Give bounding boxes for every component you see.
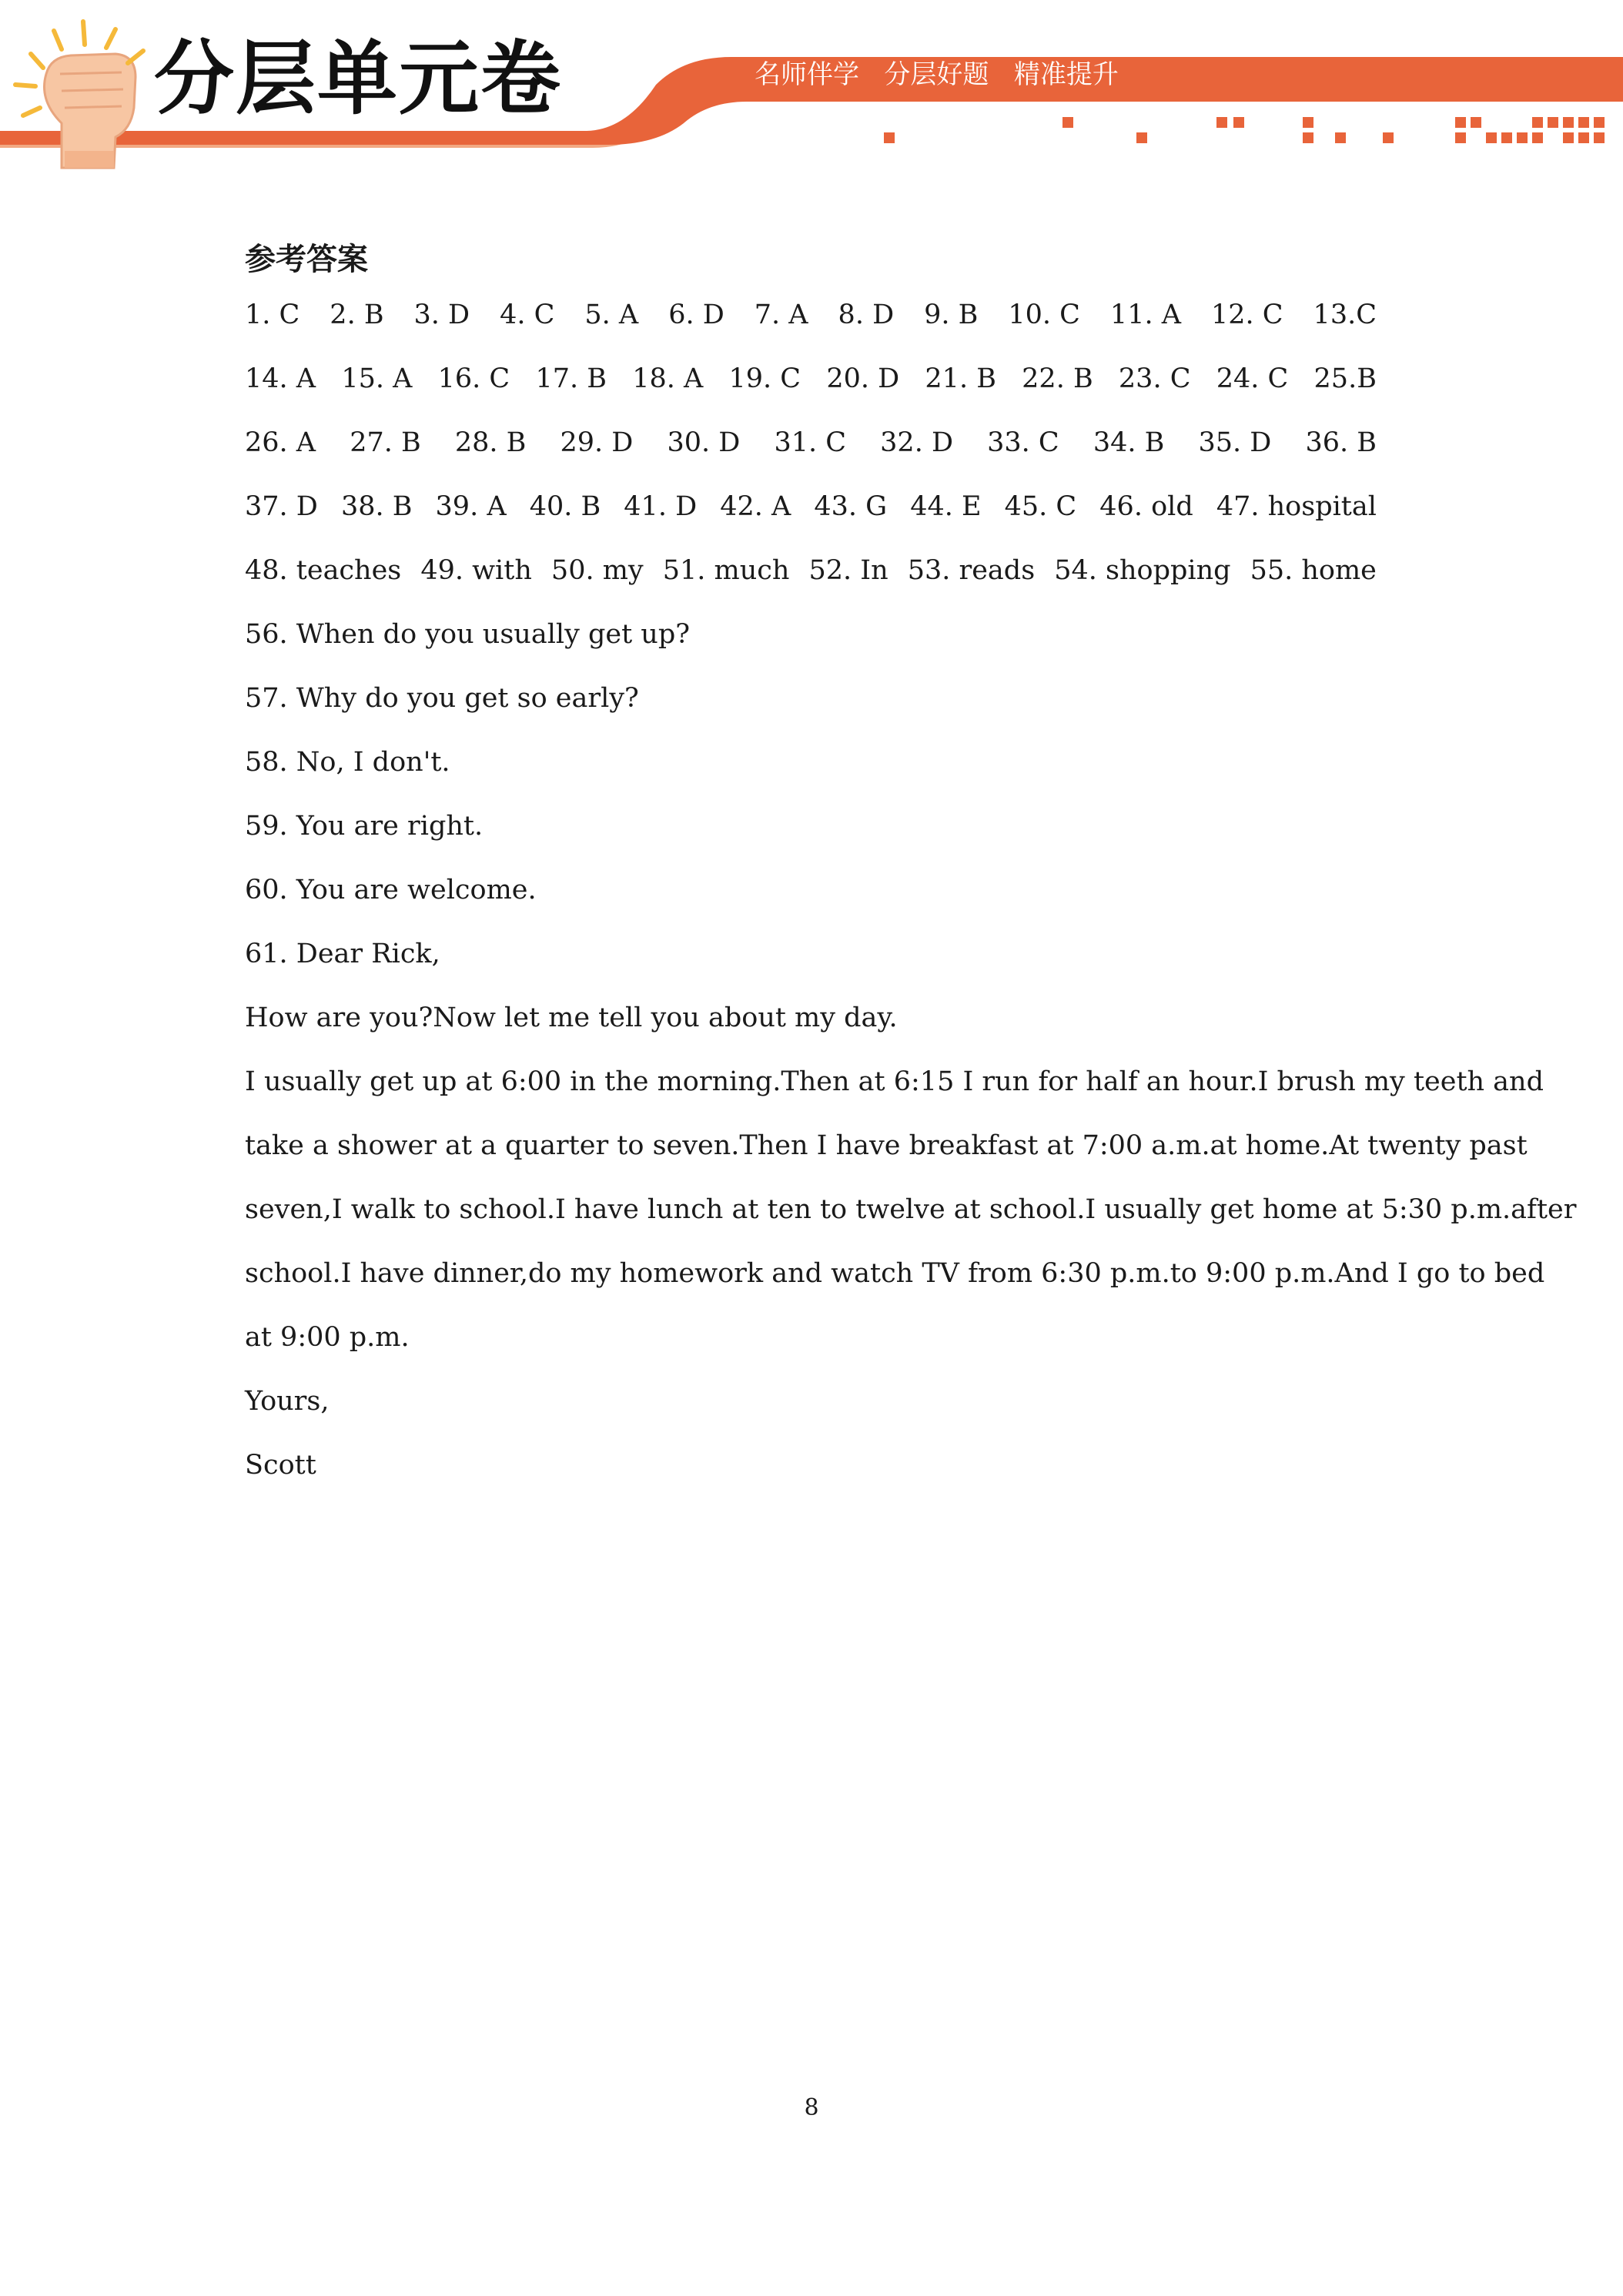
answers-heading: 参考答案 [245, 242, 368, 277]
answer-item: 55. home [1250, 555, 1377, 586]
answer-item: 46. old [1099, 491, 1193, 522]
answer-item: 54. shopping [1054, 555, 1231, 586]
answer-item: 30. D [667, 427, 741, 458]
answer-item: 53. reads [907, 555, 1036, 586]
answer-item: 25.B [1313, 363, 1377, 394]
page-header [0, 0, 1623, 177]
answer-item: 22. B [1022, 363, 1093, 394]
answer-row [245, 475, 1377, 539]
answer-item: 6. D [668, 300, 724, 330]
answer-lines [245, 603, 1577, 1498]
answer-item: 48. teaches [245, 555, 402, 586]
answer-item: 15. A [341, 363, 413, 394]
header-slogan: 名师伴学 分层好题 精准提升 [755, 59, 1119, 90]
answer-item: 51. much [662, 555, 790, 586]
answer-item: 40. B [529, 491, 601, 522]
answer-item: 5. A [584, 300, 639, 330]
answer-item: 8. D [838, 300, 895, 330]
answer-item: 7. A [754, 300, 808, 330]
answer-item: 38. B [340, 491, 413, 522]
answer-item: 32. D [880, 427, 954, 458]
answer-item: 42. A [720, 491, 791, 522]
answer-item: 31. C [774, 427, 847, 458]
answer-line: Scott [245, 1450, 316, 1481]
answer-item: 27. B [350, 427, 421, 458]
answer-item: 43. G [814, 491, 888, 522]
answer-rows [245, 283, 1377, 603]
answer-line: 60. You are welcome. [245, 875, 537, 905]
answer-item: 50. my [550, 555, 644, 586]
page-number: 8 [804, 2094, 819, 2121]
answer-line: 58. No, I don't. [245, 747, 450, 778]
answer-item: 1. C [245, 300, 300, 330]
answer-item: 11. A [1109, 300, 1181, 330]
answer-item: 35. D [1198, 427, 1272, 458]
answer-item: 19. C [728, 363, 801, 394]
answer-item: 4. C [500, 300, 555, 330]
answer-item: 16. C [437, 363, 510, 394]
answer-item: 18. A [632, 363, 704, 394]
answer-item: 21. B [925, 363, 996, 394]
answer-line: Yours, [245, 1386, 330, 1417]
brand-title: 分层单元卷 [154, 32, 563, 126]
answer-item: 37. D [245, 491, 318, 522]
answer-item: 45. C [1004, 491, 1077, 522]
answer-item: 2. B [330, 300, 384, 330]
answer-item: 13.C [1313, 300, 1377, 330]
answer-item: 10. C [1008, 300, 1080, 330]
answer-row [245, 411, 1377, 475]
answer-line: take a shower at a quarter to seven.Then I have breakfast at 7:00 a.m.at home.At twenty past [245, 1130, 1528, 1161]
answer-item: 17. B [535, 363, 607, 394]
answer-line: How are you?Now let me tell you about my day. [245, 1002, 898, 1033]
answer-item: 47. hospital [1216, 491, 1377, 522]
answer-line: at 9:00 p.m. [245, 1322, 410, 1353]
answer-line: school.I have dinner,do my homework and watch TV from 6:30 p.m.to 9:00 p.m.And I go to bed [245, 1258, 1545, 1289]
answer-item: 29. D [560, 427, 634, 458]
answer-item: 20. D [826, 363, 900, 394]
answer-item: 39. A [435, 491, 507, 522]
answer-line: 57. Why do you get so early? [245, 683, 639, 714]
answer-item: 33. C [987, 427, 1059, 458]
answer-item: 28. B [454, 427, 527, 458]
answer-row [245, 539, 1377, 603]
answer-item: 34. B [1093, 427, 1165, 458]
answer-row [245, 283, 1377, 347]
answer-section [245, 236, 1577, 1498]
answer-item: 24. C [1216, 363, 1289, 394]
answer-item: 44. E [910, 491, 982, 522]
answer-item: 41. D [624, 491, 698, 522]
answer-item: 36. B [1305, 427, 1377, 458]
answer-line: 59. You are right. [245, 811, 484, 842]
answer-item: 52. In [808, 555, 888, 586]
answer-row [245, 347, 1377, 411]
answer-item: 3. D [413, 300, 470, 330]
answer-line: 56. When do you usually get up? [245, 619, 691, 650]
answer-item: 26. A [245, 427, 316, 458]
answer-line: seven,I walk to school.I have lunch at ten to twelve at school.I usually get home at 5:30 p.m.after [245, 1194, 1577, 1225]
answer-item: 12. C [1210, 300, 1283, 330]
answer-item: 14. A [245, 363, 316, 394]
answer-item: 9. B [924, 300, 979, 330]
answer-item: 23. C [1118, 363, 1191, 394]
answer-line: 61. Dear Rick, [245, 939, 440, 969]
answer-item: 49. with [420, 555, 532, 586]
answer-line: I usually get up at 6:00 in the morning.Then at 6:15 I run for half an hour.I brush my teeth and [245, 1066, 1544, 1097]
